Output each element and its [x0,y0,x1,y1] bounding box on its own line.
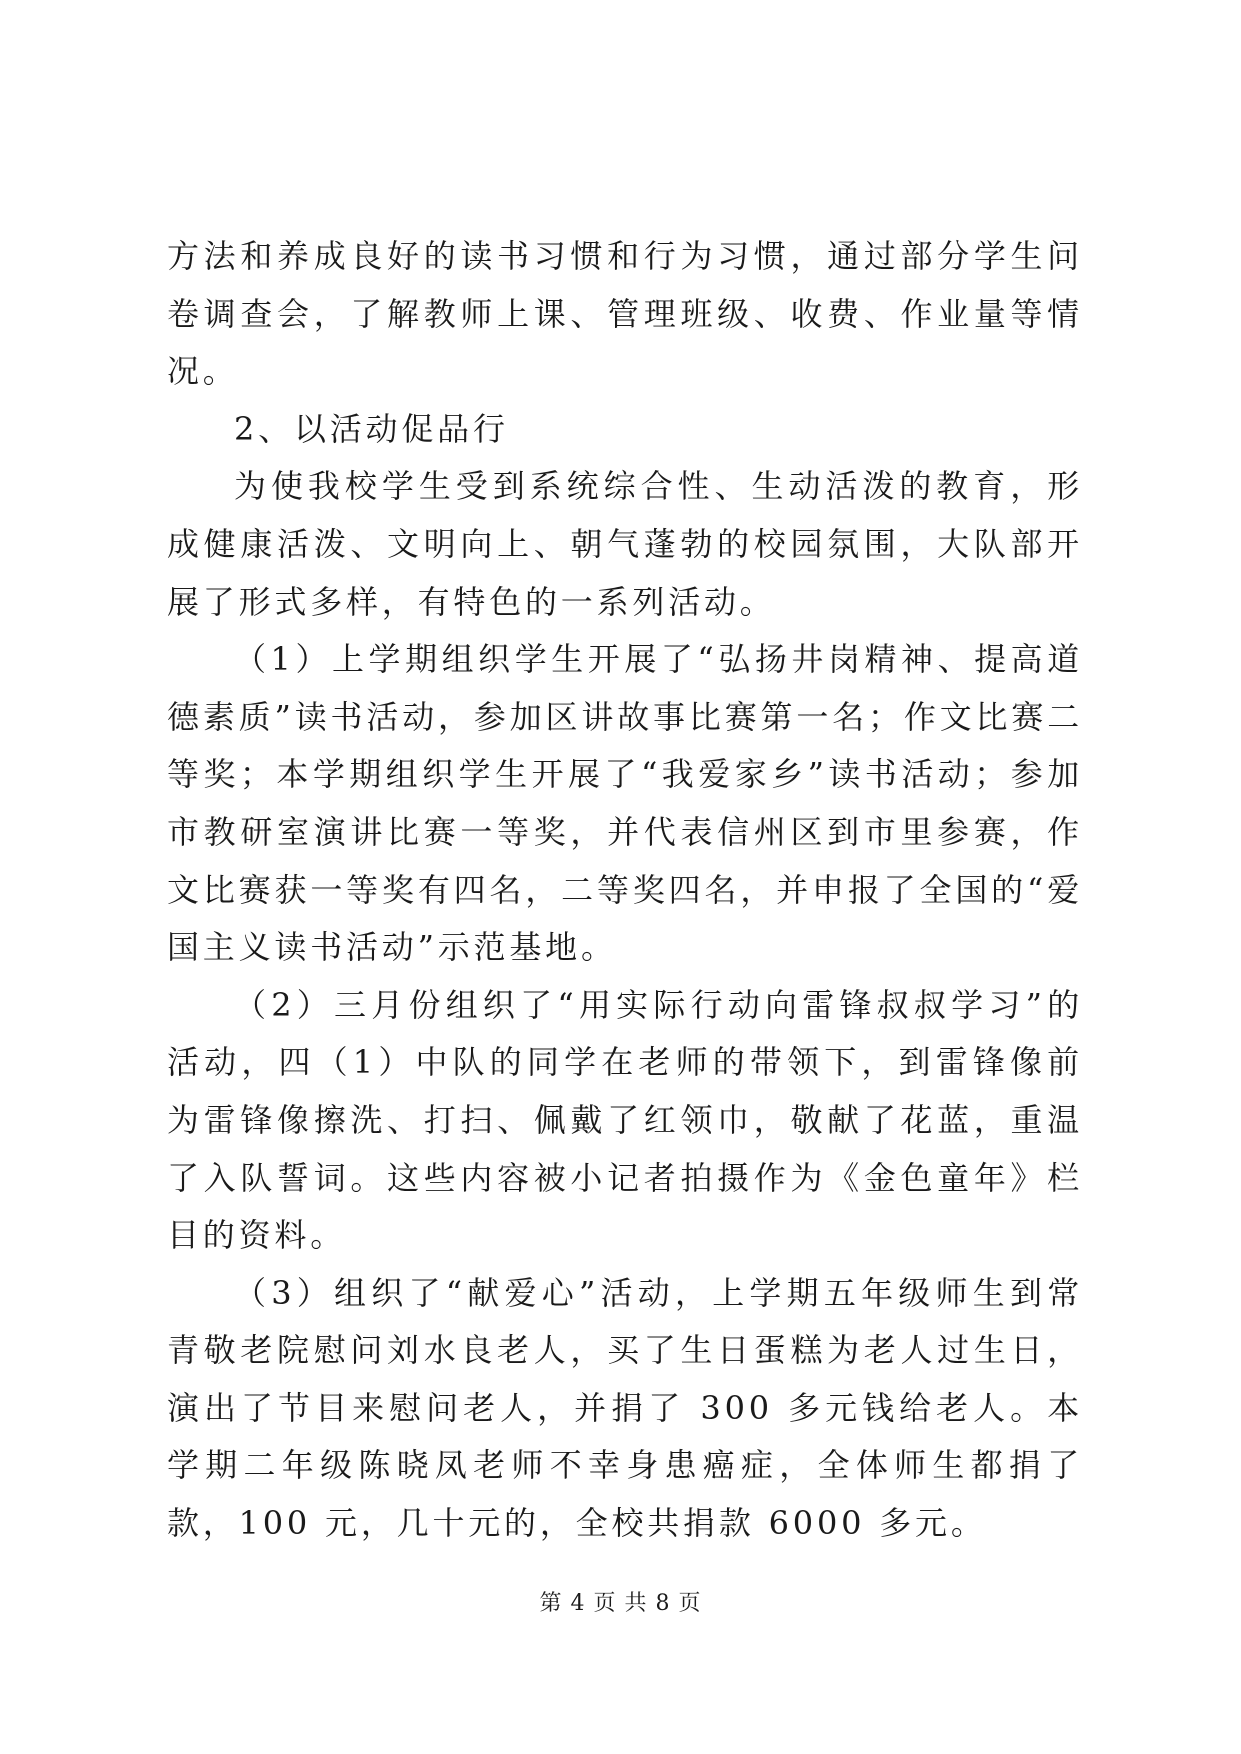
paragraph-5: （2）三月份组织了“用实际行动向雷锋叔叔学习”的活动，四（1）中队的同学在老师的带领下，到雷锋像前为雷锋像擦洗、打扫、佩戴了红领巾，敬献了花蓝，重温了入队誓词。这些内容被小记者拍摄作为《金色童年》栏目的资料。 [167,985,1083,1255]
section-heading-2: 2、以活动促品行 [234,409,509,448]
paragraph-4: （1）上学期组织学生开展了“弘扬井岗精神、提高道德素质”读书活动，参加区讲故事比赛第一名；作文比赛二等奖；本学期组织学生开展了“我爱家乡”读书活动；参加市教研室演讲比赛一等奖，并代表信州区到市里参赛，作文比赛获一等奖有四名，二等奖四名，并申报了全国的“爱国主义读书活动”示范基地。 [167,640,1083,967]
paragraph-6: （3）组织了“献爱心”活动，上学期五年级师生到常青敬老院慰问刘水良老人，买了生日蛋糕为老人过生日，演出了节目来慰问老人，并捐了 300 多元钱给老人。本学期二年级陈晓凤老师不幸身患癌症，全体师生都捐了款，100 元，几十元的，全校共捐款 6000 多元。 [167,1273,1083,1543]
document-body [167,228,1083,1553]
paragraph-3: 为使我校学生受到系统综合性、生动活泼的教育，形成健康活泼、文明向上、朝气蓬勃的校园氛围，大队部开展了形式多样，有特色的一系列活动。 [167,467,1083,621]
paragraph-1: 方法和养成良好的读书习惯和行为习惯，通过部分学生问卷调查会，了解教师上课、管理班级、收费、作业量等情况。 [167,237,1083,391]
page-footer: 第 4 页 共 8 页 [539,1591,702,1616]
